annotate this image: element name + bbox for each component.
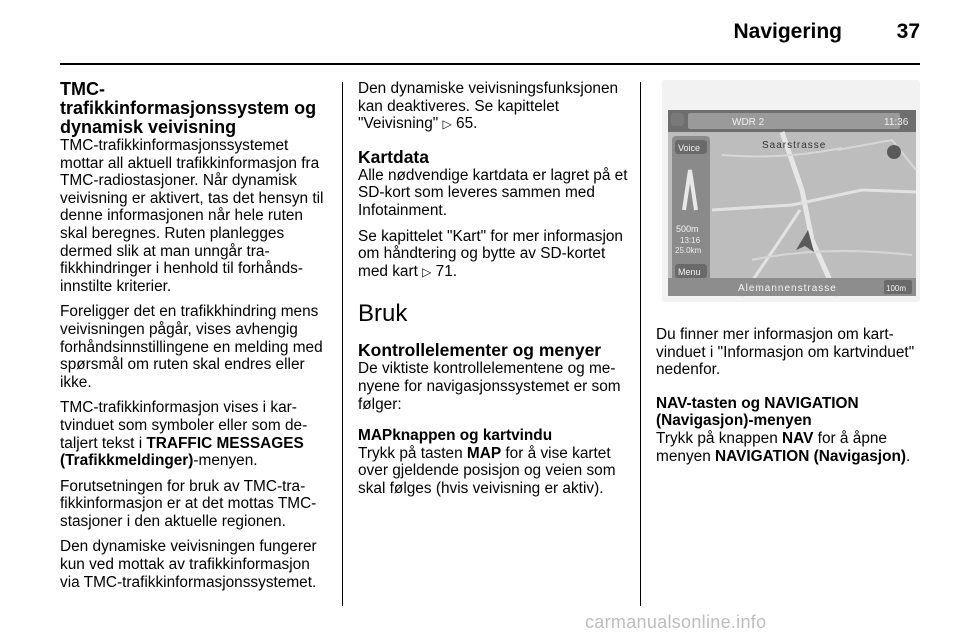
paragraph xyxy=(358,445,628,498)
paragraph: Du finner mer informasjon om kartvinduet i "Informasjon om kartvinduet" nedenfor. xyxy=(656,326,915,379)
map-distance-2: 13:16 xyxy=(680,236,701,245)
map-distance-1: 500m xyxy=(676,224,699,234)
paragraph-text: . xyxy=(906,447,911,465)
map-menu-button: Menu xyxy=(678,267,701,277)
paragraph xyxy=(358,80,628,134)
paragraph xyxy=(358,228,628,282)
section-heading-kartdata: Kartdata xyxy=(358,146,429,167)
paragraph-text: for å vise kartet over gjeldende posisjon og veien som skal følges (hvis veivisning er aktiv). xyxy=(358,444,616,497)
paragraph: Foreligger det en trafikkhindring mens veivisningen pågår, vises avhengig forhåndsinnstillingene en melding med spørsmål om ruten skal endres eller ikke. xyxy=(60,303,323,391)
column-1 xyxy=(60,80,330,599)
page-number: 37 xyxy=(896,20,920,43)
map-clock: 11:36 xyxy=(884,117,909,128)
page-reference: 71. xyxy=(435,262,458,280)
map-street-top: Saarstrasse xyxy=(762,140,827,151)
arrow-reference-icon: ▷ xyxy=(422,264,432,279)
paragraph-text: Trykk på knappen xyxy=(656,429,783,447)
key-name-nav: NAV xyxy=(782,429,814,447)
section-heading-tmc: TMC-trafikkinformasjonssystem og dynamisk veivisning xyxy=(60,79,317,137)
section-heading-controls: Kontrollelementer og menyer xyxy=(358,340,602,361)
page-header xyxy=(0,0,960,62)
map-screen-drawing xyxy=(662,80,920,302)
paragraph-text: Se kapittelet "Kart" for mer informasjon om håndtering og bytte av SD-kortet med kart xyxy=(358,227,623,280)
page-reference: 65. xyxy=(456,115,478,133)
map-station-label: WDR 2 xyxy=(732,117,765,128)
menu-name-traffic-messages: TRAFFIC MESSAGES (Trafikkmeldinger) xyxy=(60,434,304,470)
header-title: Navigering xyxy=(733,20,842,43)
paragraph-text: Den dynamiske veivisningsfunksjonen kan deaktiveres. Se kapittelet "Veivisning" xyxy=(358,80,619,133)
paragraph: De viktiste kontrollelementene og menyene for navigasjonssystemet er som følger: xyxy=(358,360,621,413)
map-distance-3: 25.0km xyxy=(675,246,702,255)
chapter-heading-bruk: Bruk xyxy=(358,300,408,328)
subheading-map-button: MAPknappen og kartvindu xyxy=(358,427,553,445)
paragraph: Forutsetningen for bruk av TMC-trafikkinformasjon er at det mottas TMC-stasjoner i den aktuelle regionen. xyxy=(60,477,317,530)
paragraph: TMC-trafikkinformasjonssystemet mottar all aktuell trafikkinformasjon fra TMC-radiostasjoner. Når dynamisk veivisning er aktivert, tas det hensyn til denne informasjonen når hele ruten skal beregnes. Ruten planlegges dermed slik at man unngår trafikkhindringer i henhold til forhåndsinnstilte kriterier. xyxy=(60,137,324,295)
key-name-map: MAP xyxy=(466,444,502,462)
paragraph xyxy=(656,430,922,465)
column-3 xyxy=(656,80,922,473)
paragraph xyxy=(60,399,330,469)
paragraph-text: for å åpne menyen xyxy=(656,429,887,465)
column-2 xyxy=(358,80,628,506)
map-street-bottom: Alemannenstrasse xyxy=(738,283,837,294)
map-voice-button: Voice xyxy=(678,143,701,153)
navigation-map-screenshot xyxy=(662,80,920,302)
paragraph: Den dynamiske veivisningen fungerer kun ved mottak av trafikkinformasjon via TMC-trafikkinformasjonssystemet. xyxy=(60,538,317,591)
paragraph-text: -menyen. xyxy=(193,452,258,470)
paragraph: Alle nødvendige kartdata er lagret på et SD-kort som leveres sammen med Infotainment. xyxy=(358,166,628,219)
map-scale: 100m xyxy=(886,284,907,293)
paragraph-text: TMC-trafikkinformasjon vises i kartvinduet som symboler eller som detaljert tekst i xyxy=(60,399,308,452)
subheading-nav-button: NAV-tasten og NAVIGATION (Navigasjon)-menyen xyxy=(656,394,859,430)
menu-name-navigation: NAVIGATION (Navigasjon) xyxy=(715,447,906,465)
header-rule xyxy=(60,63,920,65)
column-divider-1 xyxy=(342,82,343,606)
watermark: carmanualsonline.info xyxy=(585,612,767,632)
column-divider-2 xyxy=(640,82,641,606)
arrow-reference-icon: ▷ xyxy=(442,117,452,132)
paragraph-text: Trykk på tasten xyxy=(358,444,467,462)
